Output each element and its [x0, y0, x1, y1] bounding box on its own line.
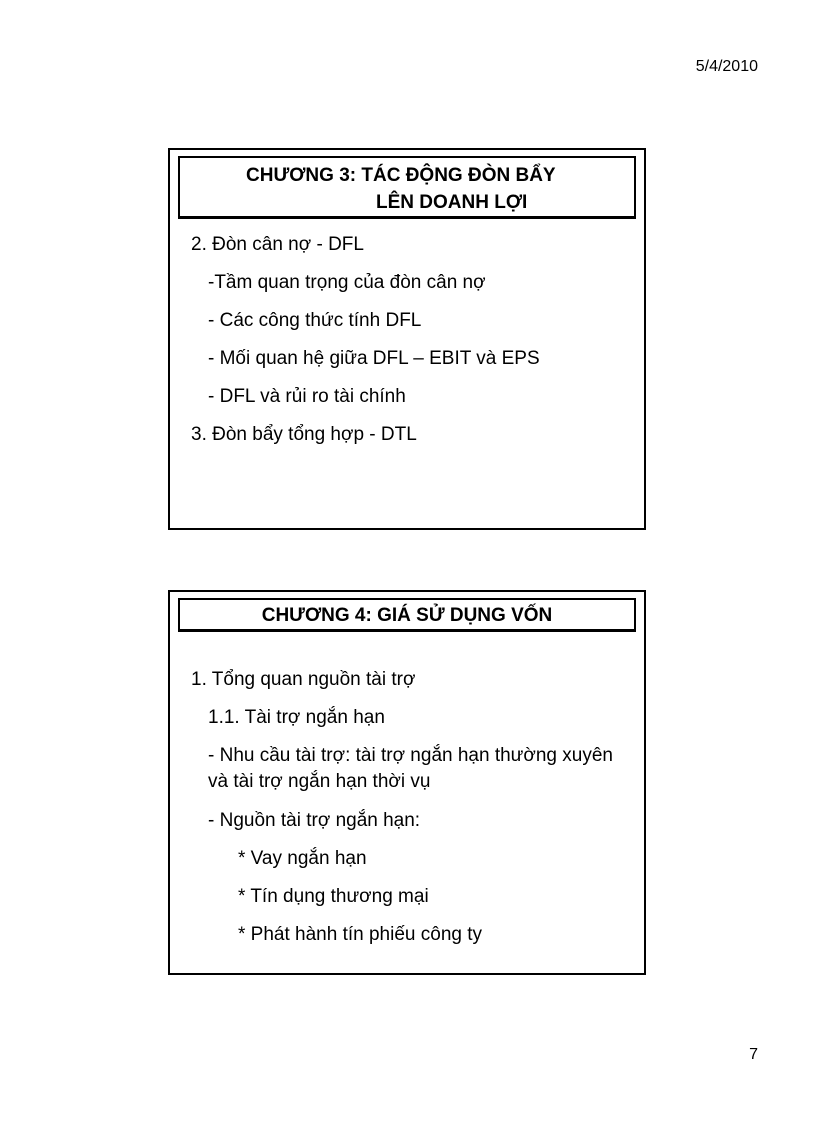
page-number: 7 — [749, 1046, 758, 1063]
slide-title — [178, 598, 636, 632]
bullet-item: * Tín dụng thương mại — [238, 886, 429, 907]
slide-chapter-3 — [168, 148, 646, 530]
bullet-item: - Nhu cầu tài trợ: tài trợ ngắn hạn thường xuyên và tài trợ ngắn hạn thời vụ — [208, 745, 613, 792]
slide-chapter-4 — [168, 590, 646, 975]
bullet-item: 1. Tổng quan nguồn tài trợ — [191, 669, 416, 690]
bullet-item: 1.1. Tài trợ ngắn hạn — [208, 707, 385, 728]
bullet-item: - Nguồn tài trợ ngắn hạn: — [208, 810, 421, 831]
bullet-item: * Vay ngắn hạn — [238, 848, 367, 869]
slide-title-line: CHƯƠNG 4: GIÁ SỬ DỤNG VỐN — [261, 605, 553, 626]
slide-title — [178, 156, 636, 219]
slide-title-line: CHƯƠNG 3: TÁC ĐỘNG ĐÒN BẨY — [246, 165, 556, 186]
slide-title-line: LÊN DOANH LỢI — [376, 192, 528, 213]
bullet-list — [170, 232, 644, 460]
page-date: 5/4/2010 — [695, 58, 758, 75]
bullet-item: - Các công thức tính DFL — [208, 310, 422, 331]
bullet-item: - DFL và rủi ro tài chính — [208, 386, 406, 407]
bullet-item: 2. Đòn cân nợ - DFL — [191, 234, 364, 255]
bullet-item: * Phát hành tín phiếu công ty — [238, 924, 483, 945]
bullet-item: 3. Đòn bẩy tổng hợp - DTL — [191, 424, 417, 445]
bullet-item: -Tầm quan trọng của đòn cân nợ — [208, 272, 486, 293]
bullet-item: - Mối quan hệ giữa DFL – EBIT và EPS — [208, 348, 540, 369]
bullet-list — [170, 667, 644, 960]
